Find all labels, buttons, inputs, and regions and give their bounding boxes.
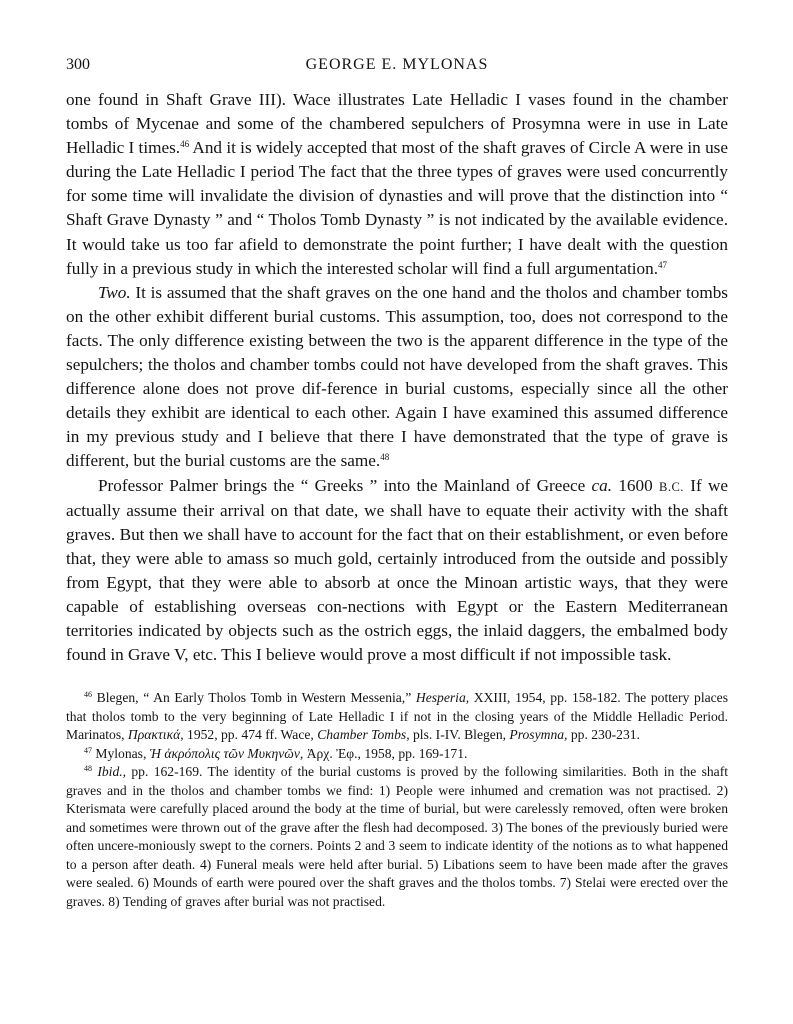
paragraph-lead: Two. [98,282,131,302]
paragraph-3: Professor Palmer brings the “ Greeks ” into the Mainland of Greece ca. 1600 B.C. If we actually assume their arrival on that date, we shall have to equate their activity with the shaft graves. But then we shall have to account for the fact that on their establishment, or even before that, they were able to amass so much gold, certainly introduced from the outside and possibly from Egypt, that they were able to absorb at once the Minoan artistic ways, that they were capable of establishing overseas con-nections with Egypt or the Eastern Mediterranean territories indicated by objects such as the ostrich eggs, the inlaid daggers, the embalmed body found in Grave V, etc. This I believe would prove a most difficult if not impossible task. [66,475,728,665]
footnote-ref-48[interactable]: 48 [380,452,390,463]
author-header: GEORGE E. MYLONAS [305,56,489,73]
footnote-47: $^{47}$ Mylonas, Ἡ ἀκρόπολις τῶν Μυκηνῶν, Ἀρχ. Ἐφ., 1958, pp. 169-171. [84,745,468,761]
paragraph-1: one found in Shaft Grave III). Wace illustrates Late Helladic I vases found in the chamber tombs of Mycenae and some of the chambered sepulchers of Prosymna were in use in Late Helladic I times.$^{46}$ And it is widely accepted that most of the shaft graves of Circle A were in use during the Late Helladic I period The fact that the three types of graves were used concurrently for some time will invalidate the division of dynasties and will prove that the distinction into “ Shaft Grave Dynasty ” and “ Tholos Tomb Dynasty ” is not indicated by the available evidence. It would take us too far afield to demonstrate the point further; I have dealt with the question fully in a previous study in which the interested scholar will find a full argumentation.$^{47}$ [66,90,728,278]
footnote-ref-47[interactable]: 47 [658,259,668,270]
footnote-ref-46[interactable]: 46 [180,139,190,150]
body-text [66,88,728,667]
footnote-46: $^{46}$ Blegen, “ An Early Tholos Tomb in Western Messenia,” Hesperia, XXIII, 1954, pp. 158-182. The pottery places that tholos tomb to the very beginning of Late Helladic I if not in the closing years of the Middle Helladic Period. Marinatos, Πρακτικά, 1952, pp. 474 ff. Wace, Chamber Tombs, pls. I-IV. Blegen, Prosymna, pp. 230-231. [66,690,728,743]
paragraph-2: Two. It is assumed that the shaft graves on the one hand and the tholos and chamber tombs on the other exhibit different burial customs. This assumption, too, does not correspond to the facts. The only difference existing between the two is the apparent difference in the type of the sepulchers; the tholos and chamber tombs could not have developed from the shaft graves. This difference alone does not prove dif-ference in burial customs, especially since all the other details they exhibit are identical to each other. Again I have examined this assumed difference in my previous study and I believe that there I have demonstrated that the type of grave is different, but the burial customs are the same.$^{48}$ [66,282,728,471]
footnote-48: $^{48}$ Ibid., pp. 162-169. The identity of the burial customs is proved by the following similarities. Both in the shaft graves and in the tholos and chamber tombs we find: 1) People were inhumed and cremation was not practised. 2) Kterismata were carefully placed around the body at the time of burial, but were carelessly removed, often were broken and sometimes were thrown out of the grave after the flesh had decomposed. 3) The bones of the previously buried were often uncere-moniously swept to the corners. Points 2 and 3 seem to indicate identity of the notions as to what happened to a person after death. 4) Funeral meals were held after burial. 5) Libations seem to have been made after the graves were sealed. 6) Mounds of earth were poured over the shaft graves and the tholos tombs. 7) Stelai were erected over the graves. 8) Tending of graves after burial was not practised. [66,764,729,909]
page-number: 300 [66,56,90,73]
running-head [66,56,728,82]
page [66,56,728,911]
footnotes [66,689,728,911]
